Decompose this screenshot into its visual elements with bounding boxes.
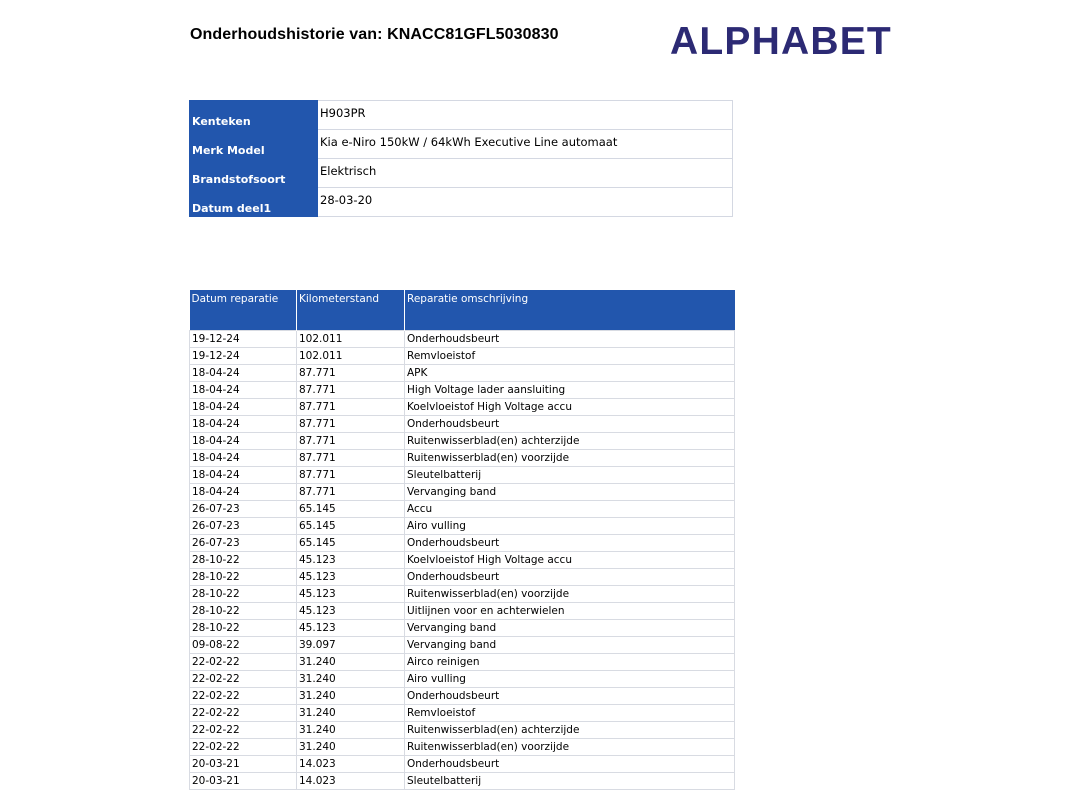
cell-datum: 28-10-22 <box>190 585 297 602</box>
table-row <box>190 602 735 619</box>
cell-omschrijving: Koelvloeistof High Voltage accu <box>405 551 735 568</box>
cell-omschrijving: Airo vulling <box>405 670 735 687</box>
cell-kilometerstand: 65.145 <box>297 517 405 534</box>
cell-datum: 20-03-21 <box>190 755 297 772</box>
cell-omschrijving: Airco reinigen <box>405 653 735 670</box>
cell-datum: 18-04-24 <box>190 449 297 466</box>
cell-kilometerstand: 87.771 <box>297 381 405 398</box>
cell-datum: 26-07-23 <box>190 500 297 517</box>
cell-omschrijving: Remvloeistof <box>405 347 735 364</box>
cell-omschrijving: Uitlijnen voor en achterwielen <box>405 602 735 619</box>
cell-omschrijving: Onderhoudsbeurt <box>405 534 735 551</box>
cell-kilometerstand: 45.123 <box>297 602 405 619</box>
cell-kilometerstand: 45.123 <box>297 551 405 568</box>
table-row <box>190 432 735 449</box>
table-row <box>190 670 735 687</box>
info-label: Brandstofsoort <box>190 159 318 188</box>
info-row <box>190 101 733 130</box>
table-row <box>190 364 735 381</box>
cell-datum: 19-12-24 <box>190 330 297 347</box>
info-label: Kenteken <box>190 101 318 130</box>
info-value: H903PR <box>318 101 733 130</box>
cell-datum: 28-10-22 <box>190 619 297 636</box>
cell-omschrijving: APK <box>405 364 735 381</box>
cell-kilometerstand: 102.011 <box>297 330 405 347</box>
info-row <box>190 188 733 217</box>
cell-omschrijving: Accu <box>405 500 735 517</box>
header-reparatie-omschrijving: Reparatie omschrijving <box>405 290 735 330</box>
cell-kilometerstand: 87.771 <box>297 466 405 483</box>
cell-omschrijving: High Voltage lader aansluiting <box>405 381 735 398</box>
cell-datum: 22-02-22 <box>190 670 297 687</box>
table-row <box>190 772 735 789</box>
cell-datum: 20-03-21 <box>190 772 297 789</box>
cell-omschrijving: Ruitenwisserblad(en) achterzijde <box>405 432 735 449</box>
vehicle-info-table <box>189 100 733 217</box>
cell-kilometerstand: 31.240 <box>297 670 405 687</box>
cell-omschrijving: Onderhoudsbeurt <box>405 568 735 585</box>
table-row <box>190 534 735 551</box>
table-header-row <box>190 290 735 330</box>
cell-omschrijving: Ruitenwisserblad(en) achterzijde <box>405 721 735 738</box>
info-value: Kia e-Niro 150kW / 64kWh Executive Line automaat <box>318 130 733 159</box>
cell-kilometerstand: 87.771 <box>297 449 405 466</box>
cell-datum: 09-08-22 <box>190 636 297 653</box>
cell-datum: 28-10-22 <box>190 568 297 585</box>
cell-kilometerstand: 39.097 <box>297 636 405 653</box>
table-row <box>190 636 735 653</box>
cell-datum: 18-04-24 <box>190 398 297 415</box>
table-row <box>190 415 735 432</box>
table-row <box>190 721 735 738</box>
info-row <box>190 159 733 188</box>
cell-kilometerstand: 31.240 <box>297 653 405 670</box>
table-row <box>190 517 735 534</box>
header-kilometerstand: Kilometerstand <box>297 290 405 330</box>
cell-omschrijving: Onderhoudsbeurt <box>405 330 735 347</box>
cell-datum: 18-04-24 <box>190 483 297 500</box>
info-label: Merk Model <box>190 130 318 159</box>
cell-kilometerstand: 14.023 <box>297 772 405 789</box>
cell-datum: 28-10-22 <box>190 551 297 568</box>
info-value: Elektrisch <box>318 159 733 188</box>
cell-datum: 18-04-24 <box>190 364 297 381</box>
cell-kilometerstand: 31.240 <box>297 687 405 704</box>
cell-omschrijving: Onderhoudsbeurt <box>405 415 735 432</box>
cell-kilometerstand: 31.240 <box>297 704 405 721</box>
table-row <box>190 551 735 568</box>
table-row <box>190 347 735 364</box>
cell-omschrijving: Sleutelbatterij <box>405 772 735 789</box>
cell-omschrijving: Airo vulling <box>405 517 735 534</box>
table-row <box>190 585 735 602</box>
brand-logo: ALPHABET <box>670 20 892 63</box>
cell-kilometerstand: 102.011 <box>297 347 405 364</box>
cell-kilometerstand: 87.771 <box>297 364 405 381</box>
table-row <box>190 755 735 772</box>
cell-kilometerstand: 31.240 <box>297 721 405 738</box>
cell-datum: 22-02-22 <box>190 721 297 738</box>
cell-omschrijving: Ruitenwisserblad(en) voorzijde <box>405 738 735 755</box>
cell-omschrijving: Ruitenwisserblad(en) voorzijde <box>405 585 735 602</box>
table-row <box>190 483 735 500</box>
cell-omschrijving: Vervanging band <box>405 636 735 653</box>
cell-omschrijving: Ruitenwisserblad(en) voorzijde <box>405 449 735 466</box>
cell-datum: 18-04-24 <box>190 415 297 432</box>
cell-kilometerstand: 45.123 <box>297 585 405 602</box>
cell-kilometerstand: 87.771 <box>297 398 405 415</box>
cell-omschrijving: Onderhoudsbeurt <box>405 755 735 772</box>
cell-omschrijving: Remvloeistof <box>405 704 735 721</box>
table-row <box>190 687 735 704</box>
cell-datum: 28-10-22 <box>190 602 297 619</box>
cell-datum: 18-04-24 <box>190 381 297 398</box>
table-row <box>190 568 735 585</box>
cell-datum: 22-02-22 <box>190 704 297 721</box>
table-row <box>190 738 735 755</box>
info-value: 28-03-20 <box>318 188 733 217</box>
cell-datum: 22-02-22 <box>190 687 297 704</box>
cell-datum: 26-07-23 <box>190 534 297 551</box>
cell-kilometerstand: 87.771 <box>297 483 405 500</box>
maintenance-history-table <box>189 290 735 790</box>
cell-kilometerstand: 87.771 <box>297 415 405 432</box>
table-row <box>190 466 735 483</box>
cell-kilometerstand: 65.145 <box>297 534 405 551</box>
cell-datum: 19-12-24 <box>190 347 297 364</box>
table-row <box>190 398 735 415</box>
cell-datum: 22-02-22 <box>190 653 297 670</box>
cell-datum: 22-02-22 <box>190 738 297 755</box>
cell-kilometerstand: 31.240 <box>297 738 405 755</box>
info-row <box>190 130 733 159</box>
cell-omschrijving: Vervanging band <box>405 619 735 636</box>
cell-datum: 18-04-24 <box>190 466 297 483</box>
cell-omschrijving: Sleutelbatterij <box>405 466 735 483</box>
table-row <box>190 653 735 670</box>
table-row <box>190 449 735 466</box>
cell-kilometerstand: 14.023 <box>297 755 405 772</box>
cell-kilometerstand: 87.771 <box>297 432 405 449</box>
cell-datum: 18-04-24 <box>190 432 297 449</box>
info-label: Datum deel1 <box>190 188 318 217</box>
cell-kilometerstand: 45.123 <box>297 568 405 585</box>
cell-kilometerstand: 65.145 <box>297 500 405 517</box>
cell-omschrijving: Koelvloeistof High Voltage accu <box>405 398 735 415</box>
cell-omschrijving: Vervanging band <box>405 483 735 500</box>
cell-datum: 26-07-23 <box>190 517 297 534</box>
cell-kilometerstand: 45.123 <box>297 619 405 636</box>
header-datum-reparatie: Datum reparatie <box>190 290 297 330</box>
table-row <box>190 619 735 636</box>
cell-omschrijving: Onderhoudsbeurt <box>405 687 735 704</box>
table-row <box>190 381 735 398</box>
page-title: Onderhoudshistorie van: KNACC81GFL5030830 <box>190 26 559 43</box>
table-row <box>190 330 735 347</box>
table-row <box>190 704 735 721</box>
table-row <box>190 500 735 517</box>
